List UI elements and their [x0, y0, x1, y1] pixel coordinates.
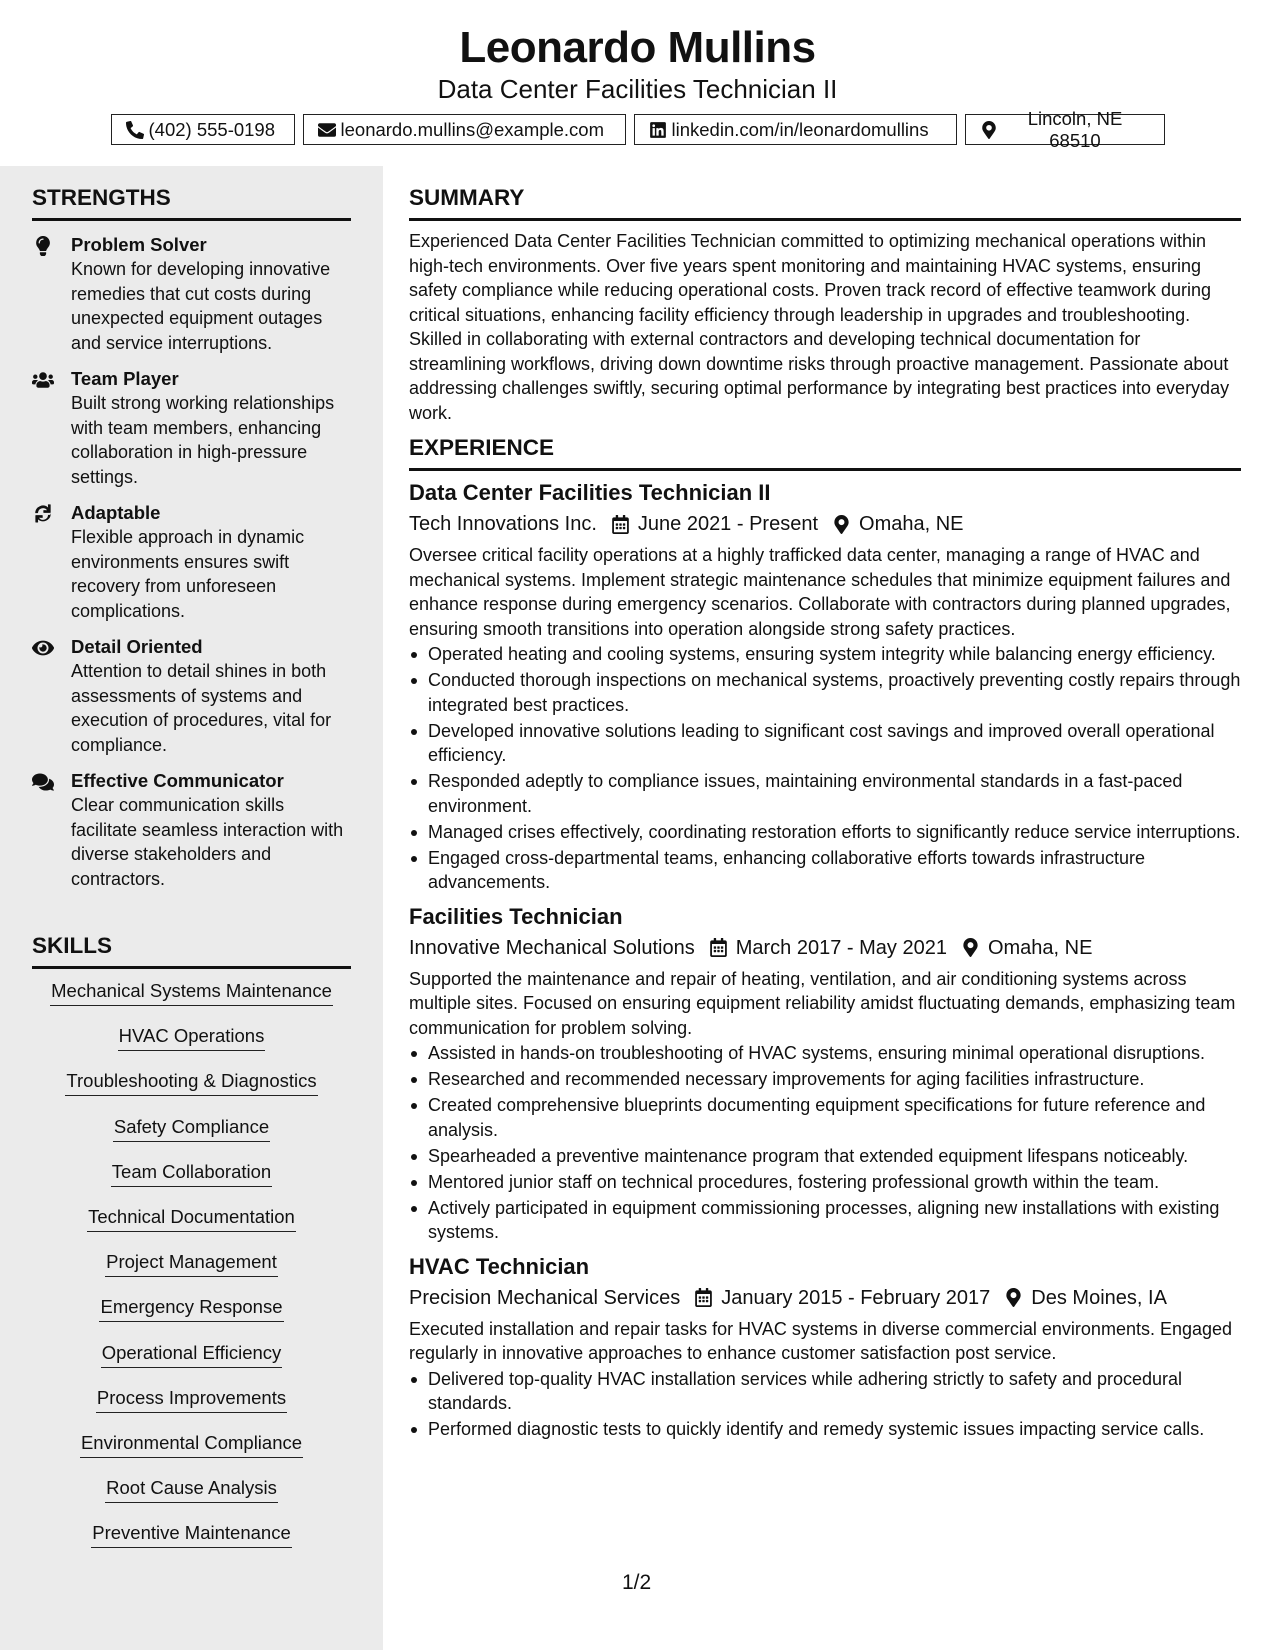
candidate-title: Data Center Facilities Technician II: [437, 74, 838, 104]
job-bullet: Responded adeptly to compliance issues, maintaining environmental standards in a fast-paced environment.: [409, 769, 1241, 818]
linkedin-text: linkedin.com/in/leonardomullins: [671, 118, 929, 140]
users-icon: [32, 370, 54, 390]
job-meta: [409, 1284, 1241, 1312]
skill-item: [32, 1476, 351, 1521]
skill-item: [32, 1115, 351, 1160]
skill-item: [32, 1386, 351, 1431]
sidebar: [0, 166, 383, 1650]
job-bullets: [409, 1367, 1241, 1442]
skill-label: Operational Efficiency: [101, 1341, 283, 1368]
location-text: Lincoln, NE 68510: [1027, 107, 1123, 151]
skill-label: Project Management: [105, 1250, 278, 1277]
experience-section: [409, 434, 1241, 1443]
strength-desc: Built strong working relationships with team members, enhancing collaboration in high-pressure settings.: [71, 393, 335, 487]
job-entry: [409, 479, 1241, 895]
strength-item: [32, 769, 351, 891]
skill-list: [32, 979, 351, 1566]
job-location: Omaha, NE: [987, 936, 1093, 959]
job-bullet: Spearheaded a preventive maintenance program that extended equipment lifespans noticeably.: [409, 1144, 1241, 1169]
job-company: Innovative Mechanical Solutions: [409, 936, 695, 959]
job-bullets: [409, 1041, 1241, 1245]
job-entry: [409, 1253, 1241, 1442]
summary-text: Experienced Data Center Facilities Technician committed to optimizing mechanical operations within high-tech environments. Over five years spent monitoring and maintaining HVAC systems, ensuring safety compliance while reducing operational costs. Proven track record of effective teamwork during critical situations, enhancing facility efficiency through leadership in upgrades and troubleshooting. Skilled in collaborating with external contractors and developing technical documentation for streamlining workflows, driving down downtime risks through proactive management. Passionate about addressing challenges swiftly, securing optimal performance by integrating best practices into everyday work.: [409, 231, 1230, 423]
strength-desc: Clear communication skills facilitate seamless interaction with diverse stakeholders and contractors.: [71, 795, 344, 889]
job-bullet: Developed innovative solutions leading to significant cost savings and improved overall operational efficiency.: [409, 719, 1241, 768]
job-bullet: Engaged cross-departmental teams, enhancing collaborative efforts towards infrastructure advancements.: [409, 846, 1241, 895]
job-bullet: Conducted thorough inspections on mechanical systems, proactively preventing costly repairs through integrated best practices.: [409, 668, 1241, 717]
map-marker-icon: [1004, 1288, 1023, 1307]
contact-phone[interactable]: [111, 114, 295, 145]
skills-section: [32, 932, 351, 1566]
skill-item: [32, 1205, 351, 1250]
sync-icon: [32, 504, 54, 524]
strength-item: [32, 367, 351, 489]
skill-item: [32, 1250, 351, 1295]
strength-title: Adaptable: [71, 502, 161, 523]
calendar-icon: [694, 1288, 713, 1307]
skill-label: Root Cause Analysis: [105, 1476, 278, 1503]
skill-label: HVAC Operations: [118, 1024, 266, 1051]
calendar-icon: [611, 515, 630, 534]
job-description: Executed installation and repair tasks for HVAC systems in diverse commercial environments. Engaged regularly in innovative approaches to enhance customer satisfaction post service.: [409, 1318, 1233, 1363]
job-bullet: Created comprehensive blueprints documenting equipment specifications for future reference and analysis.: [409, 1093, 1241, 1142]
skill-item: [32, 1521, 351, 1566]
job-entry: [409, 903, 1241, 1245]
linkedin-icon: [649, 121, 667, 139]
envelope-icon: [318, 121, 336, 139]
job-company: Precision Mechanical Services: [409, 1286, 681, 1309]
calendar-icon: [709, 938, 728, 957]
job-title: Facilities Technician: [409, 903, 623, 929]
skill-item: [32, 1431, 351, 1476]
job-company: Tech Innovations Inc.: [409, 513, 597, 535]
contact-linkedin[interactable]: [634, 114, 957, 145]
job-meta: [409, 934, 1241, 962]
skill-label: Technical Documentation: [87, 1205, 296, 1232]
skill-item: [32, 1341, 351, 1386]
skill-item: [32, 1024, 351, 1069]
eye-icon: [32, 638, 54, 658]
job-dates: March 2017 - May 2021: [735, 936, 947, 959]
job-description: Oversee critical facility operations at a highly trafficked data center, managing a range of HVAC and mechanical systems. Implement strategic maintenance schedules that minimize equipment failures and enhance response during emergency scenarios. Collaborate with contractors during planned upgrades, ensuring smooth transitions into operation alongside strong safety practices.: [409, 545, 1231, 639]
skill-item: [32, 1160, 351, 1205]
job-bullet: Managed crises effectively, coordinating restoration efforts to significantly reduce service interruptions.: [409, 820, 1241, 845]
skill-item: [32, 1295, 351, 1340]
strength-item: [32, 501, 351, 623]
skill-label: Team Collaboration: [111, 1160, 272, 1187]
strength-item: [32, 233, 351, 355]
job-location: Omaha, NE: [859, 513, 964, 535]
job-meta: [409, 510, 1241, 538]
candidate-name: Leonardo Mullins: [459, 23, 816, 72]
job-dates: January 2015 - February 2017: [721, 1286, 991, 1309]
strength-item: [32, 635, 351, 757]
skill-label: Preventive Maintenance: [91, 1521, 291, 1548]
phone-icon: [126, 121, 144, 139]
strength-desc: Attention to detail shines in both assessments of systems and execution of procedures, vital for compliance.: [71, 661, 332, 755]
lightbulb-icon: [32, 236, 54, 256]
page-number-text: 1/2: [622, 1571, 652, 1594]
skill-label: Process Improvements: [96, 1386, 287, 1413]
summary-section: [409, 184, 1241, 425]
contact-email[interactable]: [303, 114, 626, 145]
summary-heading: SUMMARY: [409, 184, 1241, 221]
map-marker-icon: [832, 515, 851, 534]
job-bullet: Performed diagnostic tests to quickly identify and remedy systemic issues impacting service calls.: [409, 1417, 1241, 1442]
job-bullets: [409, 642, 1241, 895]
job-bullet: Operated heating and cooling systems, ensuring system integrity while balancing energy efficiency.: [409, 642, 1241, 667]
job-bullet: Mentored junior staff on technical procedures, fostering professional growth within the team.: [409, 1170, 1241, 1195]
strength-title: Team Player: [71, 368, 179, 389]
skill-item: [32, 1069, 351, 1114]
experience-heading: EXPERIENCE: [409, 434, 1241, 471]
job-description: Supported the maintenance and repair of heating, ventilation, and air conditioning systems across multiple sites. Focused on ensuring equipment reliability amidst fluctuating demands, emphasizing team communication for problem solving.: [409, 968, 1236, 1038]
skills-heading: SKILLS: [32, 932, 351, 969]
strength-desc: Flexible approach in dynamic environments ensures swift recovery from unforeseen complications.: [71, 527, 305, 621]
strength-title: Effective Communicator: [71, 770, 284, 791]
job-bullet: Assisted in hands-on troubleshooting of HVAC systems, ensuring minimal operational disruptions.: [409, 1041, 1241, 1066]
strength-desc: Known for developing innovative remedies that cut costs during unexpected equipment outages and service interruptions.: [71, 259, 331, 353]
strengths-section: [32, 184, 351, 891]
phone-text: (402) 555-0198: [148, 118, 276, 140]
job-title: HVAC Technician: [409, 1253, 590, 1279]
resume-header: [0, 0, 1275, 166]
contact-bar: [0, 107, 1275, 151]
job-dates: June 2021 - Present: [637, 513, 819, 535]
email-text: leonardo.mullins@example.com: [340, 118, 605, 140]
strength-title: Problem Solver: [71, 234, 207, 255]
contact-location[interactable]: [965, 107, 1165, 151]
job-bullet: Actively participated in equipment commissioning processes, aligning new installations with existing systems.: [409, 1196, 1241, 1245]
strengths-heading: STRENGTHS: [32, 184, 351, 221]
skill-label: Troubleshooting & Diagnostics: [65, 1069, 317, 1096]
map-marker-icon: [961, 938, 980, 957]
comments-icon: [32, 772, 54, 792]
strength-title: Detail Oriented: [71, 636, 203, 657]
job-title: Data Center Facilities Technician II: [409, 480, 771, 505]
skill-label: Environmental Compliance: [80, 1431, 303, 1458]
map-marker-icon: [980, 121, 998, 139]
job-location: Des Moines, IA: [1031, 1286, 1167, 1309]
job-bullet: Delivered top-quality HVAC installation services while adhering strictly to safety and procedural standards.: [409, 1367, 1241, 1416]
skill-item: [32, 979, 351, 1024]
skill-label: Mechanical Systems Maintenance: [50, 979, 333, 1006]
skill-label: Emergency Response: [99, 1295, 283, 1322]
skill-label: Safety Compliance: [113, 1115, 270, 1142]
job-bullet: Researched and recommended necessary improvements for aging facilities infrastructure.: [409, 1067, 1241, 1092]
